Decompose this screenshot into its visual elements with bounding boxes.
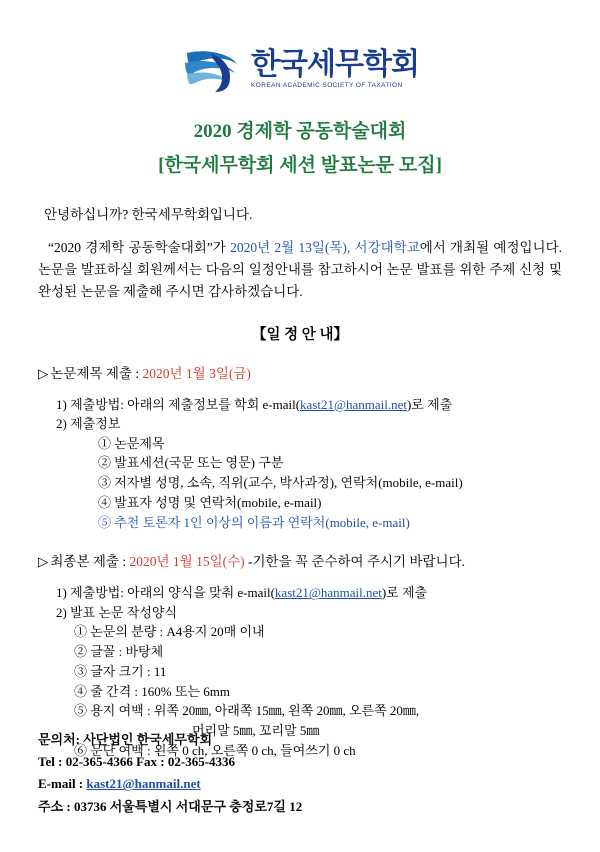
schedule-section-heading: 【일 정 안 내】 [252, 326, 348, 343]
item1-sub-list [38, 395, 562, 434]
item2-sub-list [38, 583, 562, 622]
item2-submission-method-tail: )로 제출 [381, 585, 428, 601]
footer-email-label: E-mail : [38, 776, 87, 792]
logo-korean-name: 한국세무학회 [251, 48, 419, 82]
footer-phone: Tel : 02-365-4366 Fax : 02-365-4336 [38, 753, 236, 769]
footer-address: 주소 : 03736 서울특별시 서대문구 충정로7길 12 [38, 798, 303, 814]
item1-submission-method [56, 395, 562, 415]
item2-format-label: 2) 발표 논문 작성양식 [56, 604, 178, 620]
item1-submission-info-label: 2) 제출정보 [56, 416, 121, 432]
page-title-line1: 2020 경제학 공동학술대회 [193, 121, 407, 142]
item1-detail-4: ④ 발표자 성명 및 연락처(mobile, e-mail) [98, 494, 322, 510]
item1-detail-list [38, 434, 562, 533]
item1-label: 논문제목 제출 : [50, 365, 143, 381]
item1-heading [38, 362, 562, 382]
contact-footer [38, 729, 302, 818]
item1-submission-method-tail: )로 제출 [406, 396, 453, 412]
item2-label: 최종본 제출 : [50, 554, 130, 570]
item2-format-5: ⑤ 용지 여백 : 위쪽 20㎜, 아래쪽 15㎜, 왼쪽 20㎜, 오른쪽 20㎜, [74, 703, 420, 719]
item2-format-5-cont: 머리말 5㎜, 꼬리말 5㎜ [192, 723, 320, 739]
item1-detail-3: ③ 저자별 성명, 소속, 직위(교수, 박사과정), 연락처(mobile, e-mail) [98, 475, 463, 491]
item2-deadline: 2020년 1월 15일(수) [129, 554, 245, 570]
item1-deadline: 2020년 1월 3일(금) [142, 365, 251, 381]
email-link-kast21-2[interactable]: kast21@hanmail.net [274, 585, 382, 601]
item1-submission-method-head: 1) 제출방법: 아래의 제출정보를 학회 e-mail( [56, 396, 301, 412]
page-title-line2: [한국세무학회 세션 발표논문 모집] [158, 155, 442, 176]
item2-heading [38, 550, 562, 570]
item2-format-3: ③ 글자 크기 : 11 [74, 663, 167, 679]
triangle-bullet-icon: ▷ [38, 365, 49, 381]
society-emblem-icon [181, 46, 243, 94]
intro-paragraph-part-b: 에서 개최될 예정입니다. 논문을 발표하실 회원께서는 다음의 일정안내를 참고하시어 논문 발표를 위한 주제 신청 및 완성된 논문을 제출해 주시면 감사하겠습니다. [38, 240, 562, 299]
item2-submission-method-head: 1) 제출방법: 아래의 양식을 맞춰 e-mail( [56, 585, 275, 601]
footer-organization: 문의처: 사단법인 한국세무학회 [38, 731, 213, 747]
item2-format-6: ⑥ 문단 여백 : 왼쪽 0 ch, 오른쪽 0 ch, 들여쓰기 0 ch [74, 742, 356, 758]
logo-text [251, 50, 419, 90]
item2-submission-method [56, 583, 562, 603]
triangle-bullet-icon-2: ▷ [38, 554, 49, 570]
footer-email-link[interactable]: kast21@hanmail.net [86, 776, 201, 792]
logo-header [38, 0, 562, 94]
item1-detail-5: ⑤ 추천 토론자 1인 이상의 이름과 연락처(mobile, e-mail) [98, 514, 410, 530]
item1-detail-1: ① 논문제목 [98, 435, 165, 451]
greeting-text: 안녕하십니까? 한국세무학회입니다. [44, 207, 253, 222]
intro-paragraph-part-a: “2020 경제학 공동학술대회”가 [48, 240, 231, 255]
logo-wrap [181, 46, 419, 94]
item2-format-4: ④ 줄 간격 : 160% 또는 6mm [74, 683, 230, 699]
intro-paragraph [38, 237, 562, 303]
item1-detail-2: ② 발표세션(국문 또는 영문) 구분 [98, 455, 284, 471]
footer-email-row [38, 773, 302, 795]
email-link-kast21[interactable]: kast21@hanmail.net [300, 396, 407, 412]
item2-note: -기한을 꼭 준수하여 주시기 바랍니다. [244, 554, 466, 570]
item2-format-2: ② 글꼴 : 바탕체 [74, 644, 164, 660]
event-date-venue: 2020년 2월 13일(목), 서강대학교 [230, 240, 420, 255]
logo-english-name: KOREAN ACADEMIC SOCIETY OF TAXATION [251, 82, 403, 90]
item2-format-1: ① 논문의 분량 : A4용지 20매 이내 [74, 624, 265, 640]
